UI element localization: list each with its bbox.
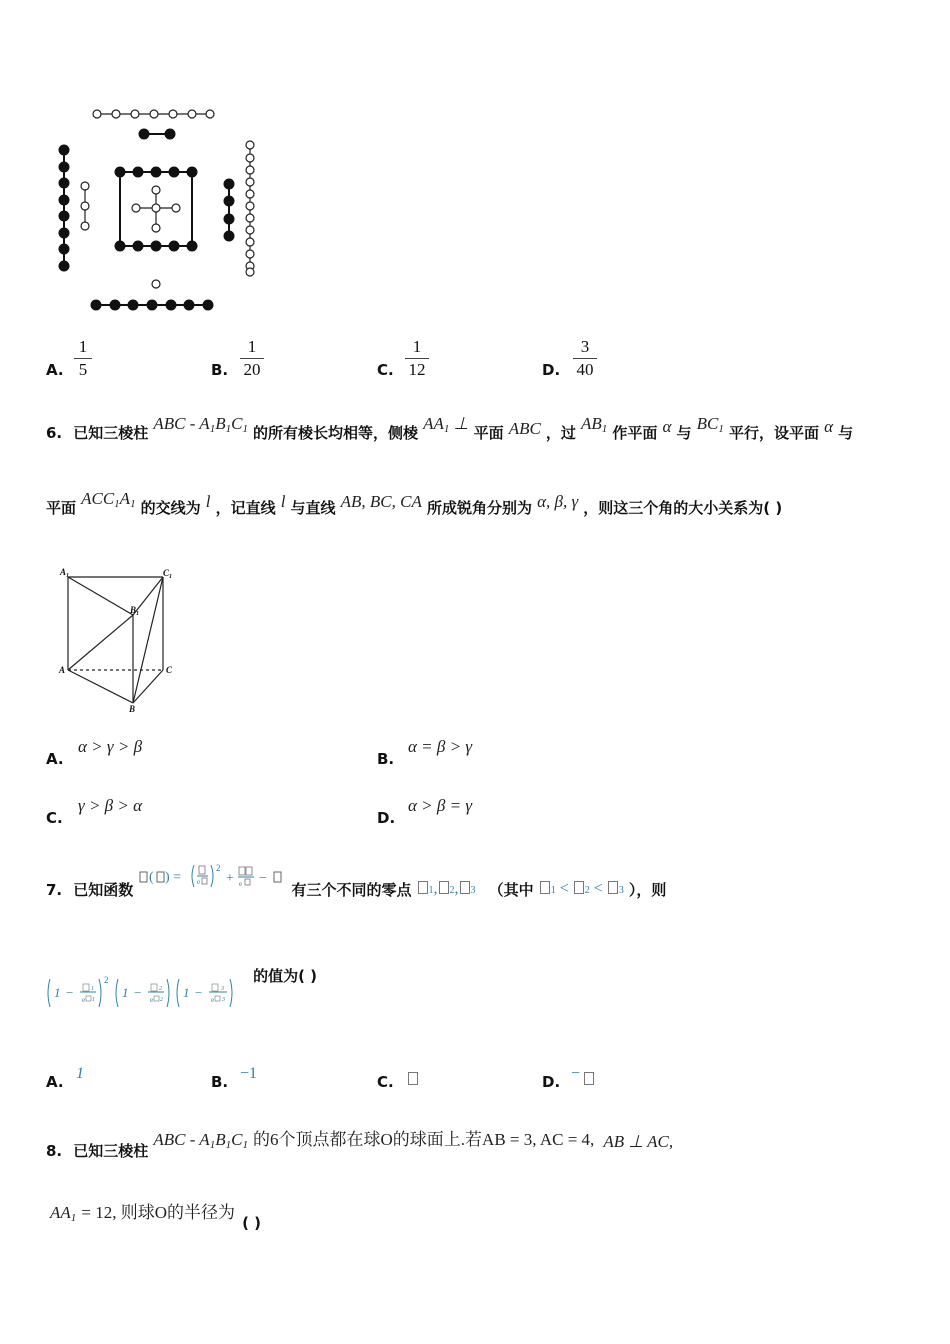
svg-text:(: (	[149, 870, 155, 885]
svg-text:2: 2	[216, 863, 221, 873]
q7-function-formula	[138, 863, 306, 899]
option-expr: α = β > γ	[408, 737, 473, 756]
hollow-chain-top	[93, 110, 214, 118]
fraction: 3 40	[573, 337, 597, 380]
svg-text:2: 2	[159, 986, 162, 992]
hollow-column-right	[246, 141, 254, 276]
hollow-single	[152, 280, 160, 288]
svg-text:2: 2	[104, 975, 109, 985]
q7-line2: 1 − 1 e 1 2 1 − 2 e 2 1 − 3 e 3 的值为( )	[46, 975, 646, 1015]
svg-text:e: e	[82, 996, 86, 1004]
svg-text:e: e	[239, 880, 243, 888]
option-expr: −1	[240, 1065, 258, 1082]
hollow-cross-center	[132, 186, 180, 232]
q5-figure	[40, 100, 280, 320]
svg-text:+: +	[226, 871, 235, 886]
svg-text:) =: ) =	[165, 870, 182, 885]
svg-text:−: −	[134, 985, 142, 1000]
svg-text:−: −	[259, 871, 268, 886]
q7-line1: 7. 已知函数 ( ) = e 2 + e − 有三个不同的零点 1, 2, 3 （其中 1 < 2 < 3 ），则	[46, 863, 667, 899]
q8-line1: 8. 已知三棱柱 ABC - $A_1B_1C_1$ 的6个顶点都在球O的球面上.若AB = 3, AC = 4, AB ⊥ AC,	[46, 1130, 674, 1160]
missing-glyph-icon	[407, 1069, 419, 1088]
svg-text:−: −	[66, 985, 74, 1000]
svg-text:e: e	[211, 996, 215, 1004]
svg-text:1: 1	[183, 985, 190, 1000]
option-label: B.	[211, 361, 229, 379]
label-b: B	[129, 704, 136, 714]
option-label: A.	[46, 361, 64, 379]
svg-text:1: 1	[122, 985, 129, 1000]
solid-column-right	[225, 180, 234, 241]
label-a1: $A_1$	[60, 567, 70, 579]
svg-text:1: 1	[92, 997, 95, 1003]
option-expr: −	[571, 1065, 581, 1082]
zeros-order: 1 < 2 < 3	[539, 878, 624, 897]
label-c: C	[166, 665, 173, 675]
svg-text:2: 2	[160, 997, 163, 1003]
option-expr: γ > β > α	[78, 796, 143, 815]
label-c1: $C_1$	[163, 568, 173, 580]
option-label: D.	[542, 361, 561, 379]
solid-pair-top	[140, 130, 175, 139]
svg-text:1: 1	[54, 985, 61, 1000]
fraction: 1 20	[240, 337, 264, 380]
svg-text:3: 3	[221, 986, 224, 992]
solid-column-left	[60, 146, 69, 271]
svg-text:e: e	[150, 996, 154, 1004]
missing-glyph-icon	[583, 1069, 595, 1088]
q6-line1: 6. 已知三棱柱 ABC - $A_1B_1C_1$ 的所有棱长均相等，侧棱 $AA_1$ ⊥ 平面 ABC ，过 $AB_1$ 作平面 α 与 $BC_1$ 平行，设平面 α 与	[46, 414, 854, 442]
question-number: 6.	[46, 424, 63, 442]
svg-text:3: 3	[222, 997, 225, 1003]
label-a: A	[59, 665, 66, 675]
fraction: 1 12	[405, 337, 429, 380]
option-expr: α > β = γ	[408, 796, 473, 815]
q6-line2: 平面 $ACC_1A_1$ 的交线为 l ，记直线 l 与直线 AB, BC, CA 所成锐角分别为 α, β, γ ，则这三个角的大小关系为( )	[46, 489, 783, 517]
option-expr: 1	[76, 1065, 84, 1082]
hollow-trio-left	[81, 182, 89, 230]
q7-product-expression	[46, 975, 250, 1011]
option-label: C.	[377, 361, 394, 379]
svg-text:e: e	[197, 878, 201, 886]
svg-text:−: −	[195, 985, 203, 1000]
zeros-list: 1, 2, 3	[417, 878, 476, 897]
svg-text:1: 1	[91, 986, 94, 992]
option-expr: α > γ > β	[78, 737, 143, 756]
label-b1: $B_1$	[130, 605, 140, 617]
solid-chain-bottom	[92, 301, 213, 310]
fraction: 1 5	[74, 337, 92, 380]
q8-line2: $AA_1 = 12$, 则球O的半径为 ( )	[50, 1203, 262, 1232]
q6-prism-figure	[56, 565, 186, 715]
